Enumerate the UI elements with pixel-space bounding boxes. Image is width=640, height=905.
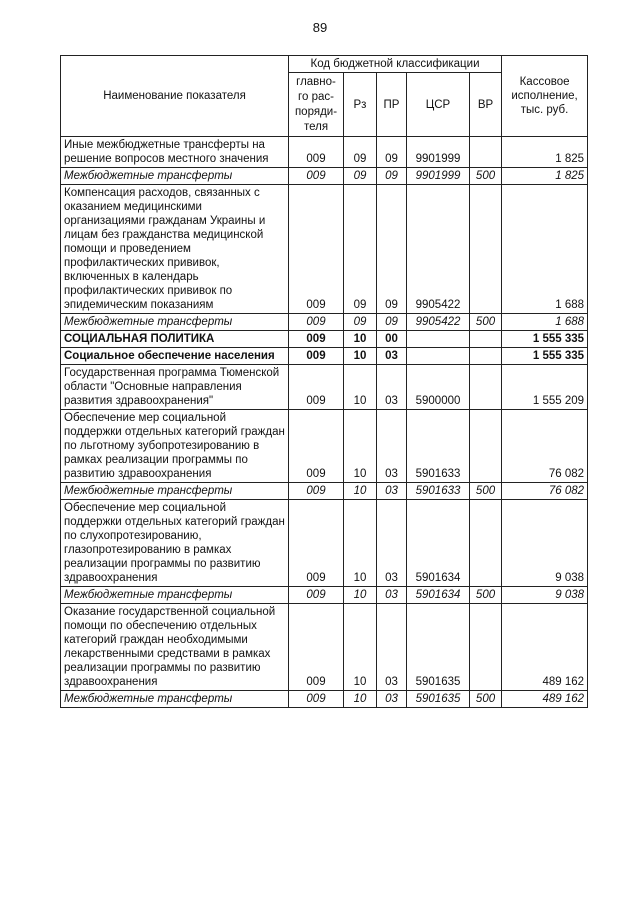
- cell-csr: 9901999: [407, 168, 470, 185]
- table-row: [61, 604, 588, 691]
- cell-glav: 009: [289, 365, 344, 410]
- table-row: [61, 331, 588, 348]
- cell-pr: 03: [377, 410, 407, 483]
- cell-rz: 09: [344, 137, 377, 168]
- cell-csr: [407, 348, 470, 365]
- cell-pr: 03: [377, 365, 407, 410]
- cell-name: Компенсация расходов, связанных с оказанием медицинскими организациями гражданам Украины и лицам без гражданства медицинской помощи и проведением профилактических прививок, включенных в календарь профилактических прививок по эпидемическим показаниям: [61, 185, 289, 314]
- cell-rz: 10: [344, 483, 377, 500]
- cell-amount: 1 555 335: [502, 348, 588, 365]
- cell-pr: 09: [377, 168, 407, 185]
- cell-csr: 5901635: [407, 691, 470, 708]
- cell-name: Иные межбюджетные трансферты на решение вопросов местного значения: [61, 137, 289, 168]
- cell-vr: [470, 348, 502, 365]
- cell-glav: 009: [289, 137, 344, 168]
- cell-pr: 09: [377, 137, 407, 168]
- cell-rz: 09: [344, 185, 377, 314]
- cell-glav: 009: [289, 314, 344, 331]
- cell-amount: 1 555 209: [502, 365, 588, 410]
- cell-glav: 009: [289, 185, 344, 314]
- cell-rz: 10: [344, 691, 377, 708]
- table-row: [61, 483, 588, 500]
- cell-rz: 09: [344, 168, 377, 185]
- cell-rz: 10: [344, 500, 377, 587]
- header-code-group: Код бюджетной классификации: [289, 56, 502, 73]
- table-row: [61, 137, 588, 168]
- header-rz: Рз: [344, 73, 377, 137]
- cell-amount: 9 038: [502, 587, 588, 604]
- cell-csr: [407, 331, 470, 348]
- cell-rz: 09: [344, 314, 377, 331]
- table-body: [61, 137, 588, 708]
- cell-amount: 9 038: [502, 500, 588, 587]
- cell-name: Государственная программа Тюменской области "Основные направления развития здравоохранения": [61, 365, 289, 410]
- cell-rz: 10: [344, 410, 377, 483]
- cell-pr: 00: [377, 331, 407, 348]
- cell-csr: 5901634: [407, 587, 470, 604]
- cell-glav: 009: [289, 587, 344, 604]
- cell-rz: 10: [344, 587, 377, 604]
- cell-vr: 500: [470, 314, 502, 331]
- cell-pr: 09: [377, 185, 407, 314]
- table-row: [61, 691, 588, 708]
- table-row: [61, 500, 588, 587]
- cell-pr: 03: [377, 691, 407, 708]
- cell-csr: 5901633: [407, 410, 470, 483]
- cell-glav: 009: [289, 500, 344, 587]
- cell-csr: 5901635: [407, 604, 470, 691]
- cell-pr: 09: [377, 314, 407, 331]
- page-number: 89: [312, 20, 328, 35]
- cell-glav: 009: [289, 483, 344, 500]
- cell-glav: 009: [289, 348, 344, 365]
- header-pr: ПР: [377, 73, 407, 137]
- cell-name: Межбюджетные трансферты: [61, 314, 289, 331]
- cell-vr: 500: [470, 168, 502, 185]
- cell-amount: 1 688: [502, 314, 588, 331]
- cell-vr: [470, 365, 502, 410]
- cell-pr: 03: [377, 483, 407, 500]
- cell-name: Оказание государственной социальной помощи по обеспечению отдельных категорий граждан необходимыми лекарственными средствами в рамках реализации программы по развитию здравоохранения: [61, 604, 289, 691]
- cell-vr: 500: [470, 691, 502, 708]
- cell-name: Межбюджетные трансферты: [61, 483, 289, 500]
- cell-name: СОЦИАЛЬНАЯ ПОЛИТИКА: [61, 331, 289, 348]
- cell-csr: 5901634: [407, 500, 470, 587]
- cell-csr: 9901999: [407, 137, 470, 168]
- cell-pr: 03: [377, 604, 407, 691]
- cell-rz: 10: [344, 331, 377, 348]
- cell-name: Межбюджетные трансферты: [61, 587, 289, 604]
- table-row: [61, 314, 588, 331]
- cell-amount: 1 825: [502, 137, 588, 168]
- table-row: [61, 365, 588, 410]
- table-row: [61, 168, 588, 185]
- cell-rz: 10: [344, 348, 377, 365]
- cell-vr: [470, 137, 502, 168]
- cell-vr: [470, 410, 502, 483]
- cell-glav: 009: [289, 691, 344, 708]
- cell-vr: 500: [470, 587, 502, 604]
- budget-table: [60, 55, 588, 708]
- table-row: [61, 348, 588, 365]
- cell-glav: 009: [289, 331, 344, 348]
- cell-pr: 03: [377, 500, 407, 587]
- header-csr: ЦСР: [407, 73, 470, 137]
- cell-name: Обеспечение мер социальной поддержки отдельных категорий граждан по льготному зубопротезированию в рамках реализации программы по развитию здравоохранения: [61, 410, 289, 483]
- header-name: Наименование показателя: [61, 56, 289, 137]
- cell-pr: 03: [377, 348, 407, 365]
- cell-amount: 1 688: [502, 185, 588, 314]
- cell-amount: 76 082: [502, 483, 588, 500]
- cell-amount: 1 825: [502, 168, 588, 185]
- cell-rz: 10: [344, 604, 377, 691]
- table-row: [61, 185, 588, 314]
- cell-name: Социальное обеспечение населения: [61, 348, 289, 365]
- cell-csr: 9905422: [407, 314, 470, 331]
- cell-vr: [470, 331, 502, 348]
- cell-pr: 03: [377, 587, 407, 604]
- cell-glav: 009: [289, 168, 344, 185]
- cell-name: Обеспечение мер социальной поддержки отдельных категорий граждан по слухопротезированию, глазопротезированию в рамках реализации программы по развитию здравоохранения: [61, 500, 289, 587]
- cell-rz: 10: [344, 365, 377, 410]
- cell-vr: 500: [470, 483, 502, 500]
- cell-amount: 489 162: [502, 691, 588, 708]
- cell-amount: 489 162: [502, 604, 588, 691]
- header-glav: главно-го рас-поряди-теля: [289, 73, 344, 137]
- cell-csr: 5901633: [407, 483, 470, 500]
- table-row: [61, 587, 588, 604]
- cell-amount: 1 555 335: [502, 331, 588, 348]
- cell-vr: [470, 185, 502, 314]
- cell-glav: 009: [289, 604, 344, 691]
- cell-glav: 009: [289, 410, 344, 483]
- cell-name: Межбюджетные трансферты: [61, 168, 289, 185]
- cell-vr: [470, 604, 502, 691]
- header-vr: ВР: [470, 73, 502, 137]
- header-amount: Кассовое исполнение, тыс. руб.: [502, 56, 588, 137]
- cell-amount: 76 082: [502, 410, 588, 483]
- table-row: [61, 410, 588, 483]
- cell-csr: 9905422: [407, 185, 470, 314]
- cell-csr: 5900000: [407, 365, 470, 410]
- cell-vr: [470, 500, 502, 587]
- table-header: [61, 56, 588, 137]
- cell-name: Межбюджетные трансферты: [61, 691, 289, 708]
